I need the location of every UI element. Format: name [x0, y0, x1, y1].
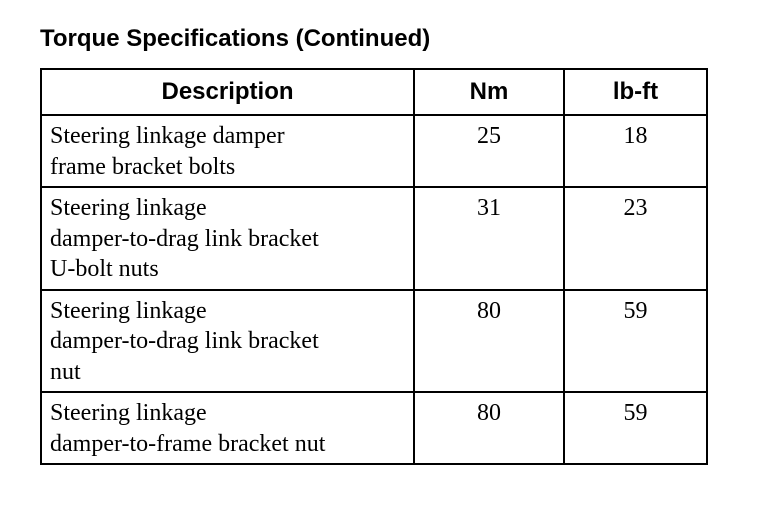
- description-line: damper-to-drag link bracket: [50, 328, 319, 354]
- page-title: Torque Specifications (Continued): [40, 25, 431, 52]
- description-cell: [41, 187, 414, 290]
- description-line: Steering linkage damper: [50, 123, 285, 149]
- column-header-nm: Nm: [414, 69, 564, 115]
- description-line: damper-to-frame bracket nut: [50, 430, 326, 457]
- nm-value: 80: [414, 290, 564, 393]
- table-row: [41, 290, 707, 393]
- column-header-description: Description: [41, 69, 414, 115]
- nm-value: 25: [414, 115, 564, 187]
- description-cell: [41, 115, 414, 187]
- description-line: Steering linkage: [50, 195, 207, 221]
- description-line: Steering linkage: [50, 400, 207, 426]
- table-row: [41, 115, 707, 187]
- lbft-value: 18: [564, 115, 707, 187]
- column-header-lbft: lb-ft: [564, 69, 707, 115]
- table-row: [41, 392, 707, 464]
- description-line: U-bolt nuts: [50, 256, 159, 282]
- lbft-value: 59: [564, 290, 707, 393]
- description-line: nut: [50, 358, 81, 385]
- description-cell: [41, 392, 414, 464]
- nm-value: 80: [414, 392, 564, 464]
- lbft-value: 59: [564, 392, 707, 464]
- torque-spec-table: [40, 68, 708, 465]
- description-cell: [41, 290, 414, 393]
- table-header-row: [41, 69, 707, 115]
- description-line: Steering linkage: [50, 297, 207, 324]
- description-line: frame bracket bolts: [50, 153, 236, 180]
- description-line: damper-to-drag link bracket: [50, 225, 319, 252]
- nm-value: 31: [414, 187, 564, 290]
- lbft-value: 23: [564, 187, 707, 290]
- table-row: [41, 187, 707, 290]
